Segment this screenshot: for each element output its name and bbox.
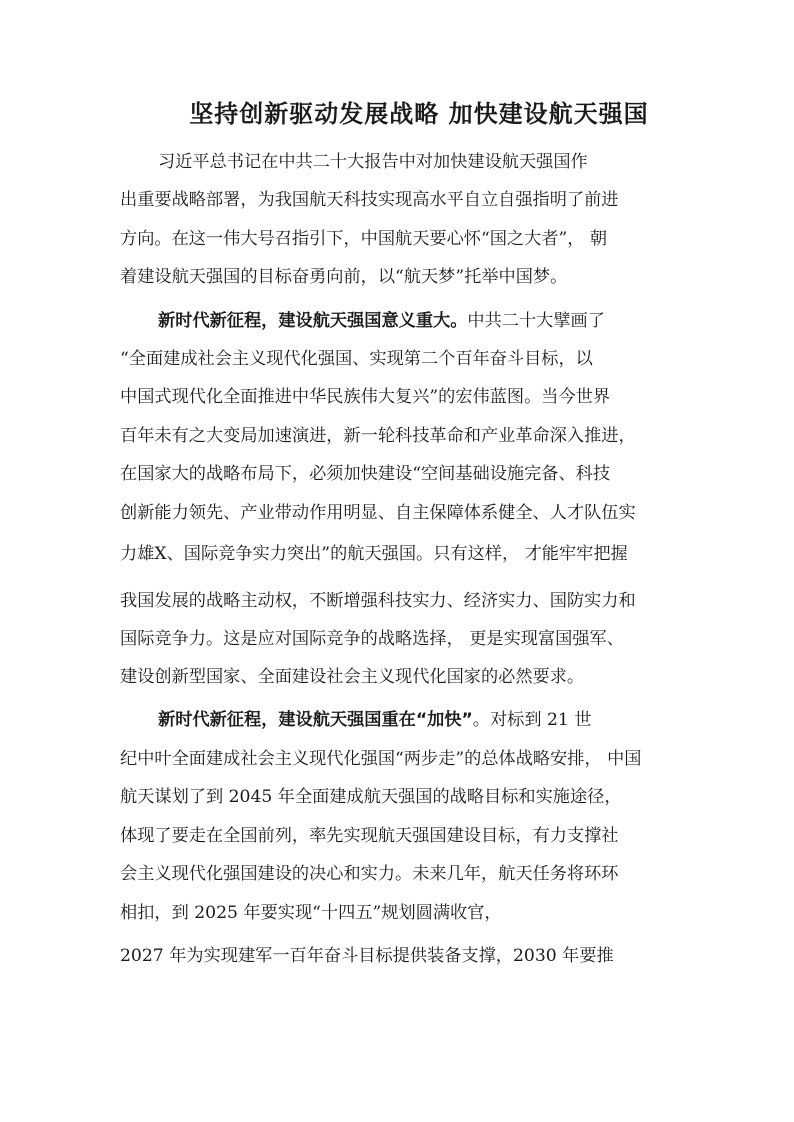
paragraph-line: 建设创新型国家、全面建设社会主义现代化国家的必然要求。 [120,667,585,687]
paragraph-line: 中国式现代化全面推进中华民族伟大复兴”的宏伟蓝图。当今世界 [120,387,611,407]
document-title: 坚持创新驱动发展战略 加快建设航天强国 [189,100,649,128]
paragraph-line: 体现了要走在全国前列，率先实现航天强国建设目标，有力支撑社 [120,826,619,846]
paragraph-line: 国际竞争力。这是应对国际竞争的战略选择， 更是实现富国强军、 [120,629,624,649]
paragraph-line: 创新能力领先、产业带动作用明显、自主保障体系健全、人才队伍实 [120,503,636,523]
paragraph-heading: 新时代新征程，建设航天强国意义重大。 [158,311,468,331]
paragraph-heading: 新时代新征程，建设航天强国重在“加快” [158,710,473,730]
paragraph-line: 习近平总书记在中共二十大报告中对加快建设航天强国作 [158,152,588,172]
paragraph-text: 中共二十大擘画了 [467,311,605,331]
paragraph-line: 纪中叶全面建成社会主义现代化强国“两步走”的总体战略安排， 中国 [120,749,642,769]
paragraph-line: 力雄X、国际竞争实力突出”的航天强国。只有这样， 才能牢牢把握 [120,544,628,564]
paragraph-line: 2027 年为实现建军一百年奋斗目标提供装备支撑，2030 年要推 [120,946,614,966]
paragraph-line: 航天谋划了到 2045 年全面建成航天强国的战略目标和实施途径， [120,787,622,807]
paragraph-line: 百年未有之大变局加速演进，新一轮科技革命和产业革命深入推进， [120,426,636,446]
paragraph-line: 相扣，到 2025 年要实现“十四五”规划圆满收官， [120,903,502,923]
paragraph-line: “全面建成社会主义现代化强国、实现第二个百年奋斗目标，以 [120,349,593,369]
paragraph-line: 着建设航天强国的目标奋勇向前，以“航天梦”托举中国梦。 [120,267,568,287]
paragraph-line: 方向。在这一伟大号召指引下，中国航天要心怀“国之大者”， 朝 [120,229,608,249]
paragraph-line: 在国家大的战略布局下，必须加快建设“空间基础设施完备、科技 [120,464,611,484]
paragraph-line [120,309,718,333]
paragraph-line: 我国发展的战略主动权，不断增强科技实力、经济实力、国防实力和 [120,591,636,611]
paragraph-text: 。对标到 21 世 [472,710,592,730]
paragraph-line: 会主义现代化强国建设的决心和实力。未来几年，航天任务将环环 [120,864,619,884]
paragraph-line [120,708,718,732]
paragraph-line: 出重要战略部署，为我国航天科技实现高水平自立自强指明了前进 [120,190,619,210]
